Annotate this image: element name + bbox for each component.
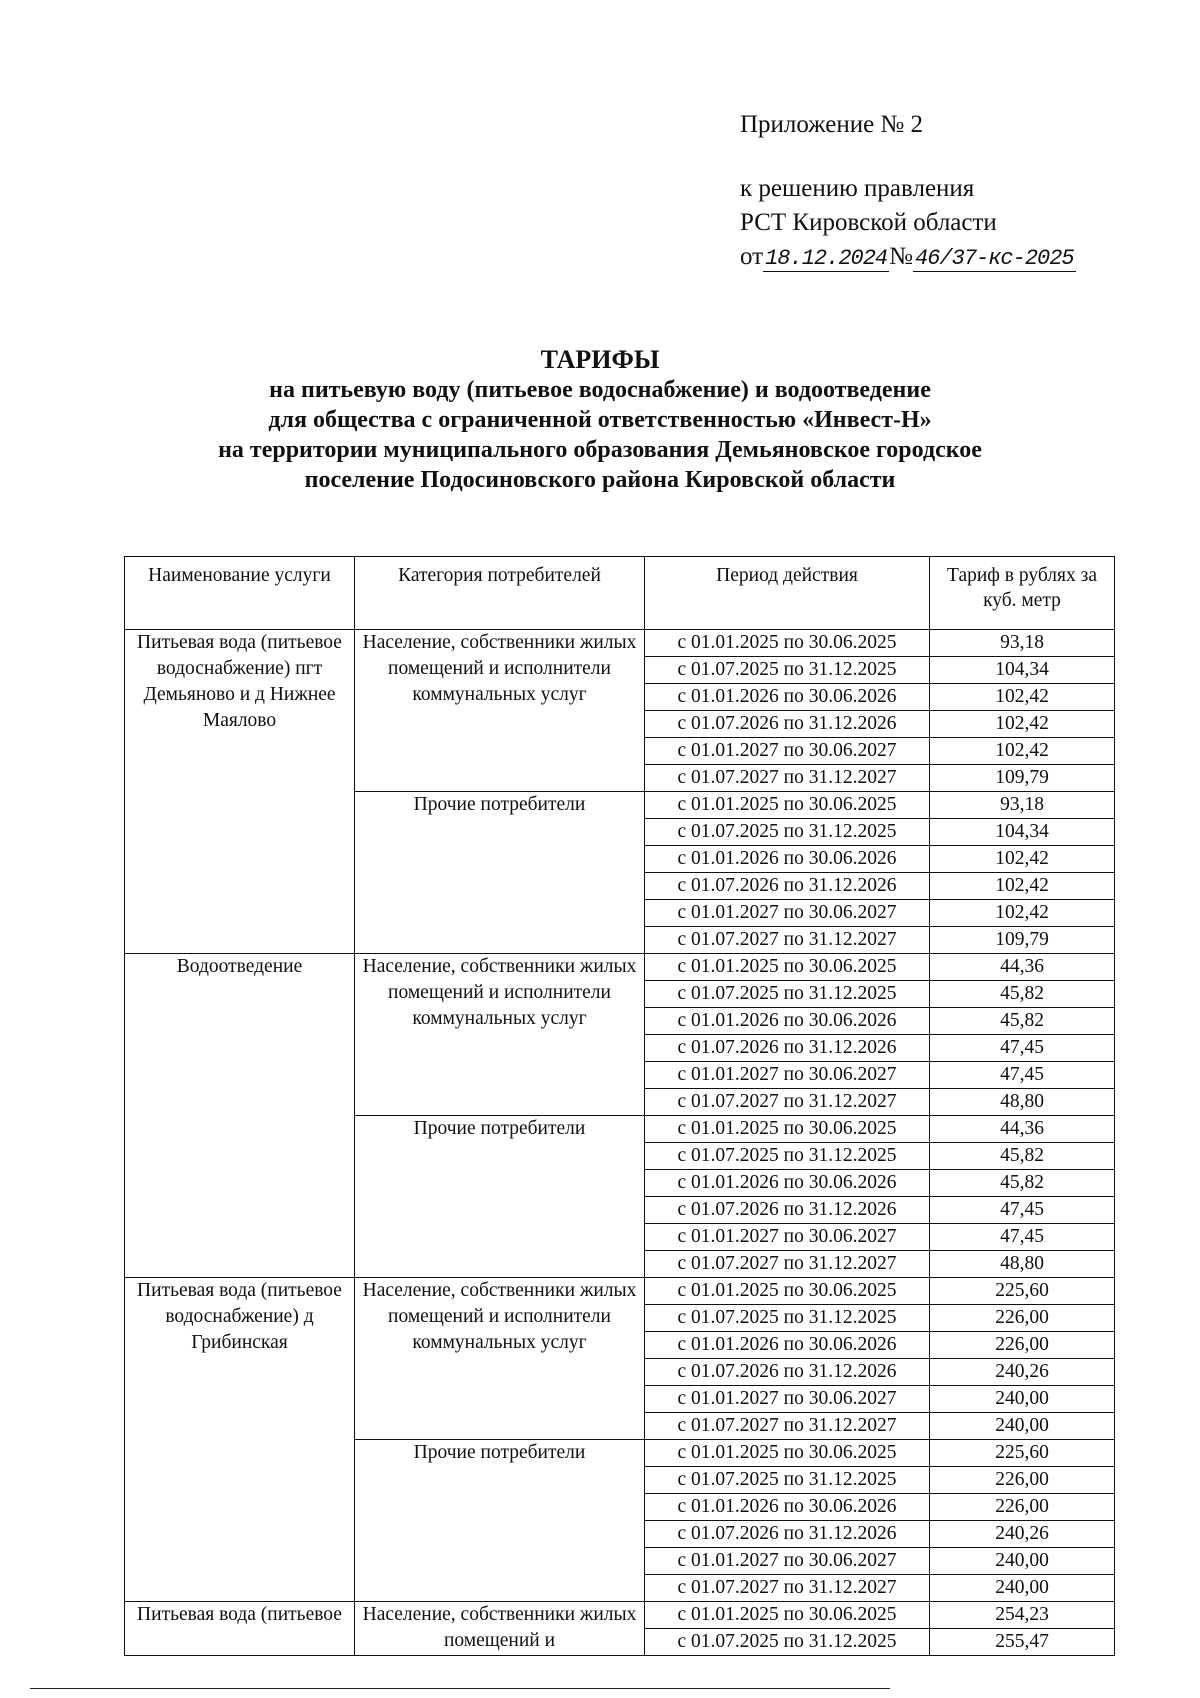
service-name-cell: Питьевая вода (питьевое водоснабжение) д Грибинская: [125, 1278, 355, 1602]
tariff-cell: 93,18: [930, 630, 1115, 657]
period-cell: с 01.01.2026 по 30.06.2026: [645, 1008, 930, 1035]
tariff-cell: 226,00: [930, 1467, 1115, 1494]
tariff-cell: 109,79: [930, 927, 1115, 954]
title-line2: для общества с ограниченной ответственностью «Инвест-Н»: [268, 407, 932, 433]
tariff-cell: 104,34: [930, 819, 1115, 846]
title-line3: на территории муниципального образования Демьяновское городское: [218, 437, 982, 463]
tariff-cell: 93,18: [930, 792, 1115, 819]
period-cell: с 01.01.2026 по 30.06.2026: [645, 684, 930, 711]
document-title: [80, 345, 1120, 495]
title-line1: на питьевую воду (питьевое водоснабжение) и водоотведение: [269, 377, 931, 403]
period-cell: с 01.01.2025 по 30.06.2025: [645, 1116, 930, 1143]
period-cell: с 01.01.2026 по 30.06.2026: [645, 1494, 930, 1521]
period-cell: с 01.07.2026 по 31.12.2026: [645, 1035, 930, 1062]
period-cell: с 01.07.2027 по 31.12.2027: [645, 1251, 930, 1278]
period-cell: с 01.01.2027 по 30.06.2027: [645, 738, 930, 765]
tariff-cell: 45,82: [930, 981, 1115, 1008]
period-cell: с 01.01.2025 по 30.06.2025: [645, 630, 930, 657]
tariff-cell: 226,00: [930, 1332, 1115, 1359]
tariff-cell: 225,60: [930, 1440, 1115, 1467]
tariff-cell: 240,26: [930, 1359, 1115, 1386]
period-cell: с 01.07.2025 по 31.12.2025: [645, 1629, 930, 1656]
tariff-cell: 102,42: [930, 846, 1115, 873]
table-row: [125, 1602, 1115, 1629]
header-category: Категория потребителей: [355, 557, 645, 630]
consumer-category-cell: Прочие потребители: [355, 792, 645, 954]
tariff-cell: 240,00: [930, 1413, 1115, 1440]
tariff-cell: 47,45: [930, 1035, 1115, 1062]
tariff-cell: 226,00: [930, 1305, 1115, 1332]
period-cell: с 01.01.2026 по 30.06.2026: [645, 1332, 930, 1359]
period-cell: с 01.07.2027 по 31.12.2027: [645, 1413, 930, 1440]
tariff-cell: 255,47: [930, 1629, 1115, 1656]
tariff-cell: 240,26: [930, 1521, 1115, 1548]
period-cell: с 01.01.2027 по 30.06.2027: [645, 900, 930, 927]
header-period: Период действия: [645, 557, 930, 630]
period-cell: с 01.07.2025 по 31.12.2025: [645, 1305, 930, 1332]
period-cell: с 01.07.2026 по 31.12.2026: [645, 1521, 930, 1548]
appendix-date-line: [740, 240, 1076, 276]
period-cell: с 01.01.2025 по 30.06.2025: [645, 954, 930, 981]
decision-number: 46/37-кс-2025: [915, 246, 1074, 271]
period-cell: с 01.07.2027 по 31.12.2027: [645, 765, 930, 792]
period-cell: с 01.07.2026 по 31.12.2026: [645, 873, 930, 900]
table-row: [125, 1278, 1115, 1305]
period-cell: с 01.07.2026 по 31.12.2026: [645, 1197, 930, 1224]
tariff-cell: 47,45: [930, 1224, 1115, 1251]
period-cell: с 01.07.2025 по 31.12.2025: [645, 657, 930, 684]
number-prefix: №: [889, 243, 913, 270]
appendix-title: Приложение № 2: [740, 111, 924, 138]
tariff-cell: 240,00: [930, 1548, 1115, 1575]
period-cell: с 01.01.2027 по 30.06.2027: [645, 1224, 930, 1251]
consumer-category-cell: Прочие потребители: [355, 1116, 645, 1278]
consumer-category-cell: Население, собственники жилых помещений и исполнители коммунальных услуг: [355, 1278, 645, 1440]
consumer-category-cell: Население, собственники жилых помещений и исполнители коммунальных услуг: [355, 954, 645, 1116]
tariff-cell: 109,79: [930, 765, 1115, 792]
period-cell: с 01.01.2025 по 30.06.2025: [645, 1602, 930, 1629]
period-cell: с 01.01.2027 по 30.06.2027: [645, 1386, 930, 1413]
tariff-cell: 48,80: [930, 1089, 1115, 1116]
period-cell: с 01.07.2025 по 31.12.2025: [645, 1143, 930, 1170]
tariff-cell: 226,00: [930, 1494, 1115, 1521]
title-line4: поселение Подосиновского района Кировской области: [304, 467, 896, 493]
period-cell: с 01.01.2026 по 30.06.2026: [645, 846, 930, 873]
appendix-block: [740, 108, 1076, 276]
tariff-cell: 254,23: [930, 1602, 1115, 1629]
period-cell: с 01.07.2025 по 31.12.2025: [645, 819, 930, 846]
consumer-category-cell: Прочие потребители: [355, 1440, 645, 1602]
tariff-cell: 45,82: [930, 1143, 1115, 1170]
period-cell: с 01.07.2026 по 31.12.2026: [645, 711, 930, 738]
title-main: ТАРИФЫ: [540, 345, 660, 374]
period-cell: с 01.01.2027 по 30.06.2027: [645, 1062, 930, 1089]
table-row: [125, 954, 1115, 981]
tariff-cell: 102,42: [930, 738, 1115, 765]
period-cell: с 01.01.2027 по 30.06.2027: [645, 1548, 930, 1575]
table-row: [125, 630, 1115, 657]
tariff-cell: 240,00: [930, 1575, 1115, 1602]
consumer-category-cell: Население, собственники жилых помещений и исполнители коммунальных услуг: [355, 630, 645, 792]
bottom-rule: [30, 1688, 890, 1689]
tariff-cell: 45,82: [930, 1170, 1115, 1197]
consumer-category-cell: Население, собственники жилых помещений и: [355, 1602, 645, 1656]
tariff-cell: 102,42: [930, 684, 1115, 711]
tariff-cell: 47,45: [930, 1197, 1115, 1224]
service-name-cell: Питьевая вода (питьевое водоснабжение) пгт Демьяново и д Нижнее Маялово: [125, 630, 355, 954]
tariff-cell: 102,42: [930, 711, 1115, 738]
tariff-cell: 44,36: [930, 1116, 1115, 1143]
tariff-cell: 102,42: [930, 873, 1115, 900]
date-prefix: от: [740, 243, 764, 270]
tariff-cell: 225,60: [930, 1278, 1115, 1305]
period-cell: с 01.07.2025 по 31.12.2025: [645, 981, 930, 1008]
tariff-table: [124, 556, 1115, 1656]
period-cell: с 01.07.2027 по 31.12.2027: [645, 1089, 930, 1116]
tariff-cell: 44,36: [930, 954, 1115, 981]
period-cell: с 01.01.2025 по 30.06.2025: [645, 1278, 930, 1305]
header-tariff: Тариф в рублях за куб. метр: [930, 557, 1115, 630]
period-cell: с 01.01.2025 по 30.06.2025: [645, 792, 930, 819]
tariff-cell: 102,42: [930, 900, 1115, 927]
tariff-cell: 104,34: [930, 657, 1115, 684]
tariff-cell: 47,45: [930, 1062, 1115, 1089]
service-name-cell: Водоотведение: [125, 954, 355, 1278]
table-header-row: [125, 557, 1115, 630]
service-name-cell: Питьевая вода (питьевое: [125, 1602, 355, 1656]
appendix-line1: к решению правления: [740, 175, 975, 202]
period-cell: с 01.07.2025 по 31.12.2025: [645, 1467, 930, 1494]
tariff-table-body: [125, 630, 1115, 1656]
period-cell: с 01.07.2027 по 31.12.2027: [645, 927, 930, 954]
tariff-cell: 45,82: [930, 1008, 1115, 1035]
period-cell: с 01.07.2026 по 31.12.2026: [645, 1359, 930, 1386]
period-cell: с 01.01.2025 по 30.06.2025: [645, 1440, 930, 1467]
header-service: Наименование услуги: [125, 557, 355, 630]
tariff-cell: 240,00: [930, 1386, 1115, 1413]
period-cell: с 01.07.2027 по 31.12.2027: [645, 1575, 930, 1602]
appendix-line2: РСТ Кировской области: [740, 209, 997, 236]
tariff-cell: 48,80: [930, 1251, 1115, 1278]
period-cell: с 01.01.2026 по 30.06.2026: [645, 1170, 930, 1197]
decision-date: 18.12.2024: [765, 246, 888, 271]
